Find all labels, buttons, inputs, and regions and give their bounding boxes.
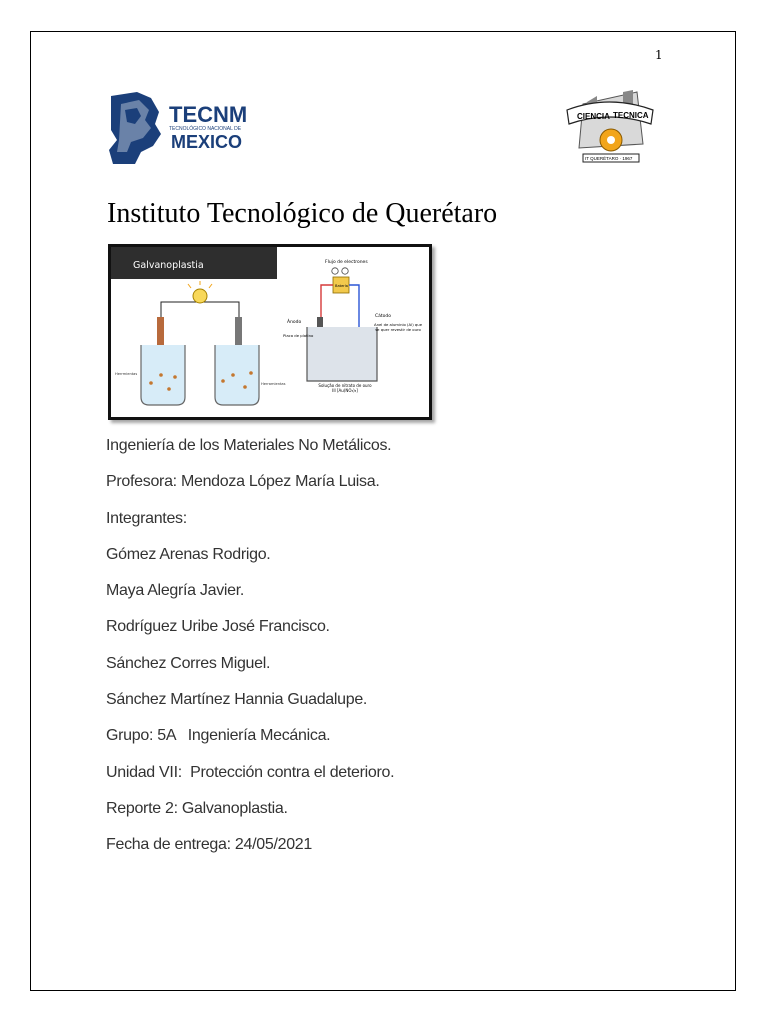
gear-head-icon [109, 92, 161, 164]
page-number: 1 [655, 48, 663, 62]
cover-line: Ingeniería de los Materiales No Metálicos. [106, 437, 392, 454]
cover-line: Fecha de entrega: 24/05/2021 [106, 836, 312, 854]
cover-line: Profesora: Mendoza López María Luisa. [106, 473, 380, 491]
cover-line: Sánchez Corres Miguel. [106, 654, 271, 672]
cover-details [106, 428, 394, 864]
cover-line: Rodríguez Uribe José Francisco. [106, 618, 330, 636]
electroplating-figure [108, 244, 432, 420]
document-page [30, 31, 736, 991]
svg-text:IT QUERÉTARO · 1967: IT QUERÉTARO · 1967 [585, 156, 633, 161]
svg-text:Cátodo: Cátodo [375, 314, 392, 319]
svg-text:Ánodo: Ánodo [287, 320, 302, 325]
cover-line: Gómez Arenas Rodrigo. [106, 545, 271, 563]
svg-text:CIENCIA: CIENCIA [577, 112, 610, 121]
tecnm-wordmark: TECNM [169, 102, 248, 127]
cover-line: Reporte 2: Galvanoplastia. [106, 799, 288, 817]
svg-text:TECNOLÓGICO NACIONAL DE: TECNOLÓGICO NACIONAL DE [169, 126, 242, 132]
tecnm-logo [107, 90, 267, 166]
document-title: Instituto Tecnológico de Querétaro [107, 198, 498, 229]
svg-text:TECNICA: TECNICA [613, 111, 649, 120]
it-queretaro-seal [563, 84, 657, 168]
cover-line: Grupo: 5A Ingeniería Mecánica. [106, 727, 331, 745]
cover-line: Unidad VII: Protección contra el deterioro. [106, 763, 395, 781]
figure-header: Galvanoplastia [133, 260, 204, 271]
mexico-wordmark: MEXICO [171, 132, 243, 152]
svg-text:Herrmientas: Herrmientas [115, 372, 138, 376]
cover-line: Sánchez Martínez Hannia Guadalupe. [106, 691, 368, 709]
cover-line: Integrantes: [106, 509, 187, 527]
svg-text:Placa de platino: Placa de platino [283, 333, 314, 338]
gear-icon [600, 129, 622, 151]
gold-plating-cell: Flujo de electrones Batería Ánodo Cátodo Placa de platino Anel de aluminio (Al) que se quer revestir de ouro Solução de nitrato de ouro III [Au(NO₃)₃] [283, 260, 423, 393]
svg-text:Flujo de electrones: Flujo de electrones [325, 260, 368, 265]
svg-text:Batería: Batería [335, 284, 348, 288]
svg-text:Herramientas: Herramientas [261, 382, 286, 386]
cover-line: Maya Alegría Javier. [106, 582, 245, 600]
